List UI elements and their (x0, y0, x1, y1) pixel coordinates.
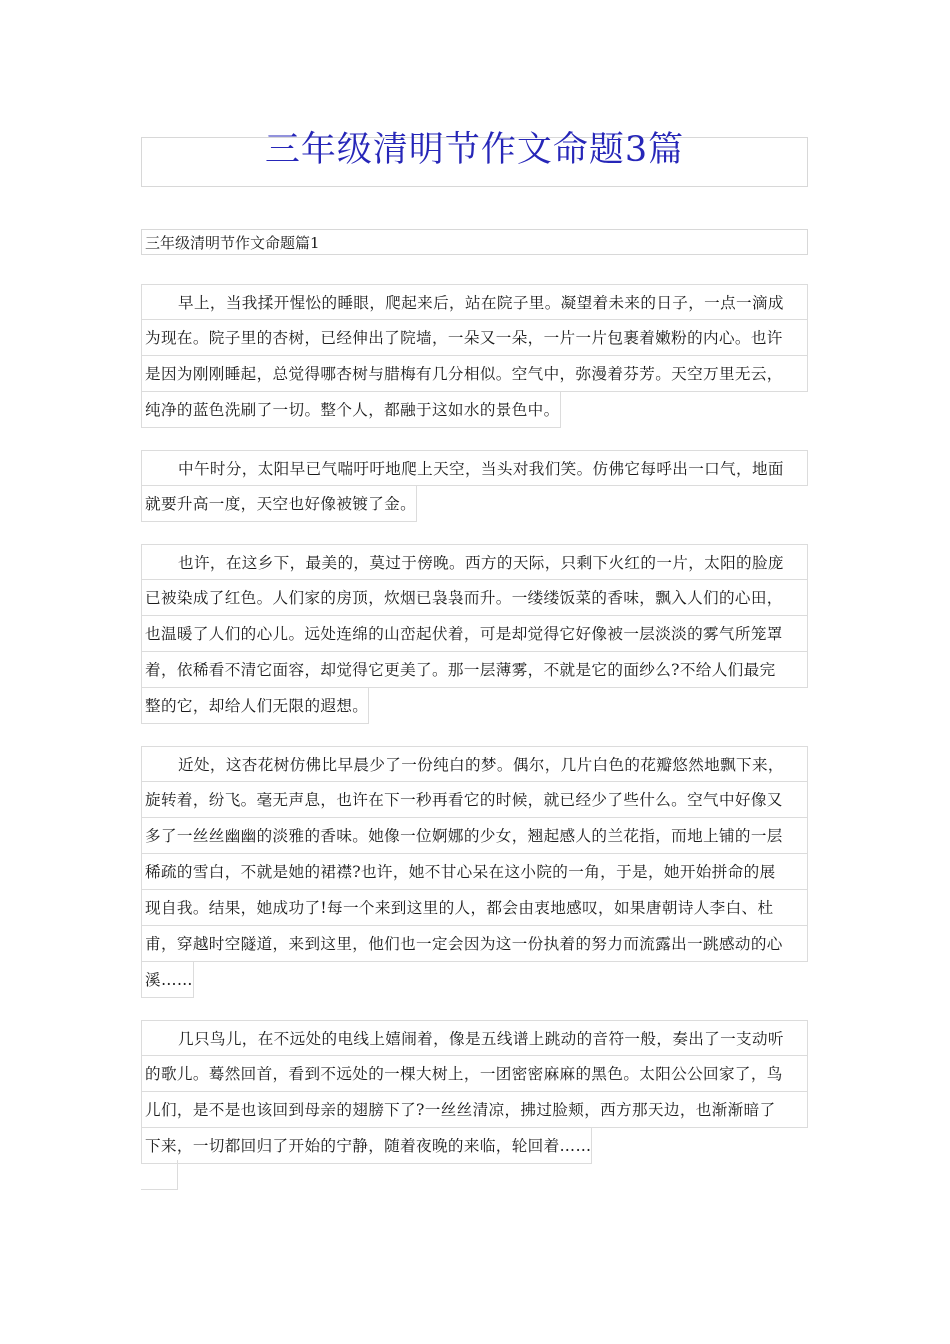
text-line: 的歌儿。蓦然回首，看到不远处的一棵大树上，一团密密麻麻的黑色。太阳公公回家了，鸟 (141, 1056, 808, 1092)
paragraph-4 (141, 746, 808, 1002)
paragraph-2 (141, 450, 808, 526)
text-line: 下来，一切都回归了开始的宁静，随着夜晚的来临，轮回着…… (141, 1128, 592, 1164)
text-line: 就要升高一度，天空也好像被镀了金。 (141, 486, 417, 522)
text-line: 旋转着，纷飞。毫无声息，也许在下一秒再看它的时候，就已经少了些什么。空气中好像又 (141, 782, 808, 818)
text-line: 中午时分，太阳早已气喘吁吁地爬上天空，当头对我们笑。仿佛它每呼出一口气，地面 (141, 450, 808, 486)
text-line: 甫，穿越时空隧道，来到这里，他们也一定会因为这一份执着的努力而流露出一跳感动的心 (141, 926, 808, 962)
text-line: 多了一丝丝幽幽的淡雅的香味。她像一位婀娜的少女，翘起感人的兰花指，而地上铺的一层 (141, 818, 808, 854)
paragraph-3 (141, 544, 808, 728)
text-line: 为现在。院子里的杏树，已经伸出了院墙，一朵又一朵，一片一片包裹着嫩粉的内心。也许 (141, 320, 808, 356)
empty-text-frame (141, 1160, 178, 1190)
text-line: 着，依稀看不清它面容，却觉得它更美了。那一层薄雾，不就是它的面纱么?不给人们最完 (141, 652, 808, 688)
paragraph-5 (141, 1020, 808, 1168)
essay-body (141, 284, 808, 1186)
text-line: 几只鸟儿，在不远处的电线上嬉闹着，像是五线谱上跳动的音符一般，奏出了一支动听 (141, 1020, 808, 1056)
text-line: 儿们，是不是也该回到母亲的翅膀下了?一丝丝清凉，拂过脸颊，西方那天边，也渐渐暗了 (141, 1092, 808, 1128)
text-line: 溪…… (141, 962, 194, 998)
text-line: 是因为刚刚睡起，总觉得哪杏树与腊梅有几分相似。空气中，弥漫着芬芳。天空万里无云， (141, 356, 808, 392)
paragraph-1 (141, 284, 808, 432)
text-line: 早上，当我揉开惺忪的睡眼，爬起来后，站在院子里。凝望着未来的日子，一点一滴成 (141, 284, 808, 320)
text-line: 稀疏的雪白，不就是她的裙襟?也许，她不甘心呆在这小院的一角，于是，她开始拼命的展 (141, 854, 808, 890)
text-line: 整的它，却给人们无限的遐想。 (141, 688, 369, 724)
section-heading: 三年级清明节作文命题篇1 (141, 229, 808, 255)
text-line: 也许，在这乡下，最美的，莫过于傍晚。西方的天际，只剩下火红的一片，太阳的脸庞 (141, 544, 808, 580)
text-line: 近处，这杏花树仿佛比早晨少了一份纯白的梦。偶尔，几片白色的花瓣悠然地飘下来， (141, 746, 808, 782)
text-line: 纯净的蓝色洗刷了一切。整个人，都融于这如水的景色中。 (141, 392, 561, 428)
document-title: 三年级清明节作文命题3篇 (264, 130, 685, 170)
text-line: 也温暖了人们的心儿。远处连绵的山峦起伏着，可是却觉得它好像被一层淡淡的雾气所笼罩 (141, 616, 808, 652)
text-line: 已被染成了红色。人们家的房顶，炊烟已袅袅而升。一缕缕饭菜的香味，飘入人们的心田， (141, 580, 808, 616)
text-line: 现自我。结果，她成功了!每一个来到这里的人，都会由衷地感叹，如果唐朝诗人李白、杜 (141, 890, 808, 926)
